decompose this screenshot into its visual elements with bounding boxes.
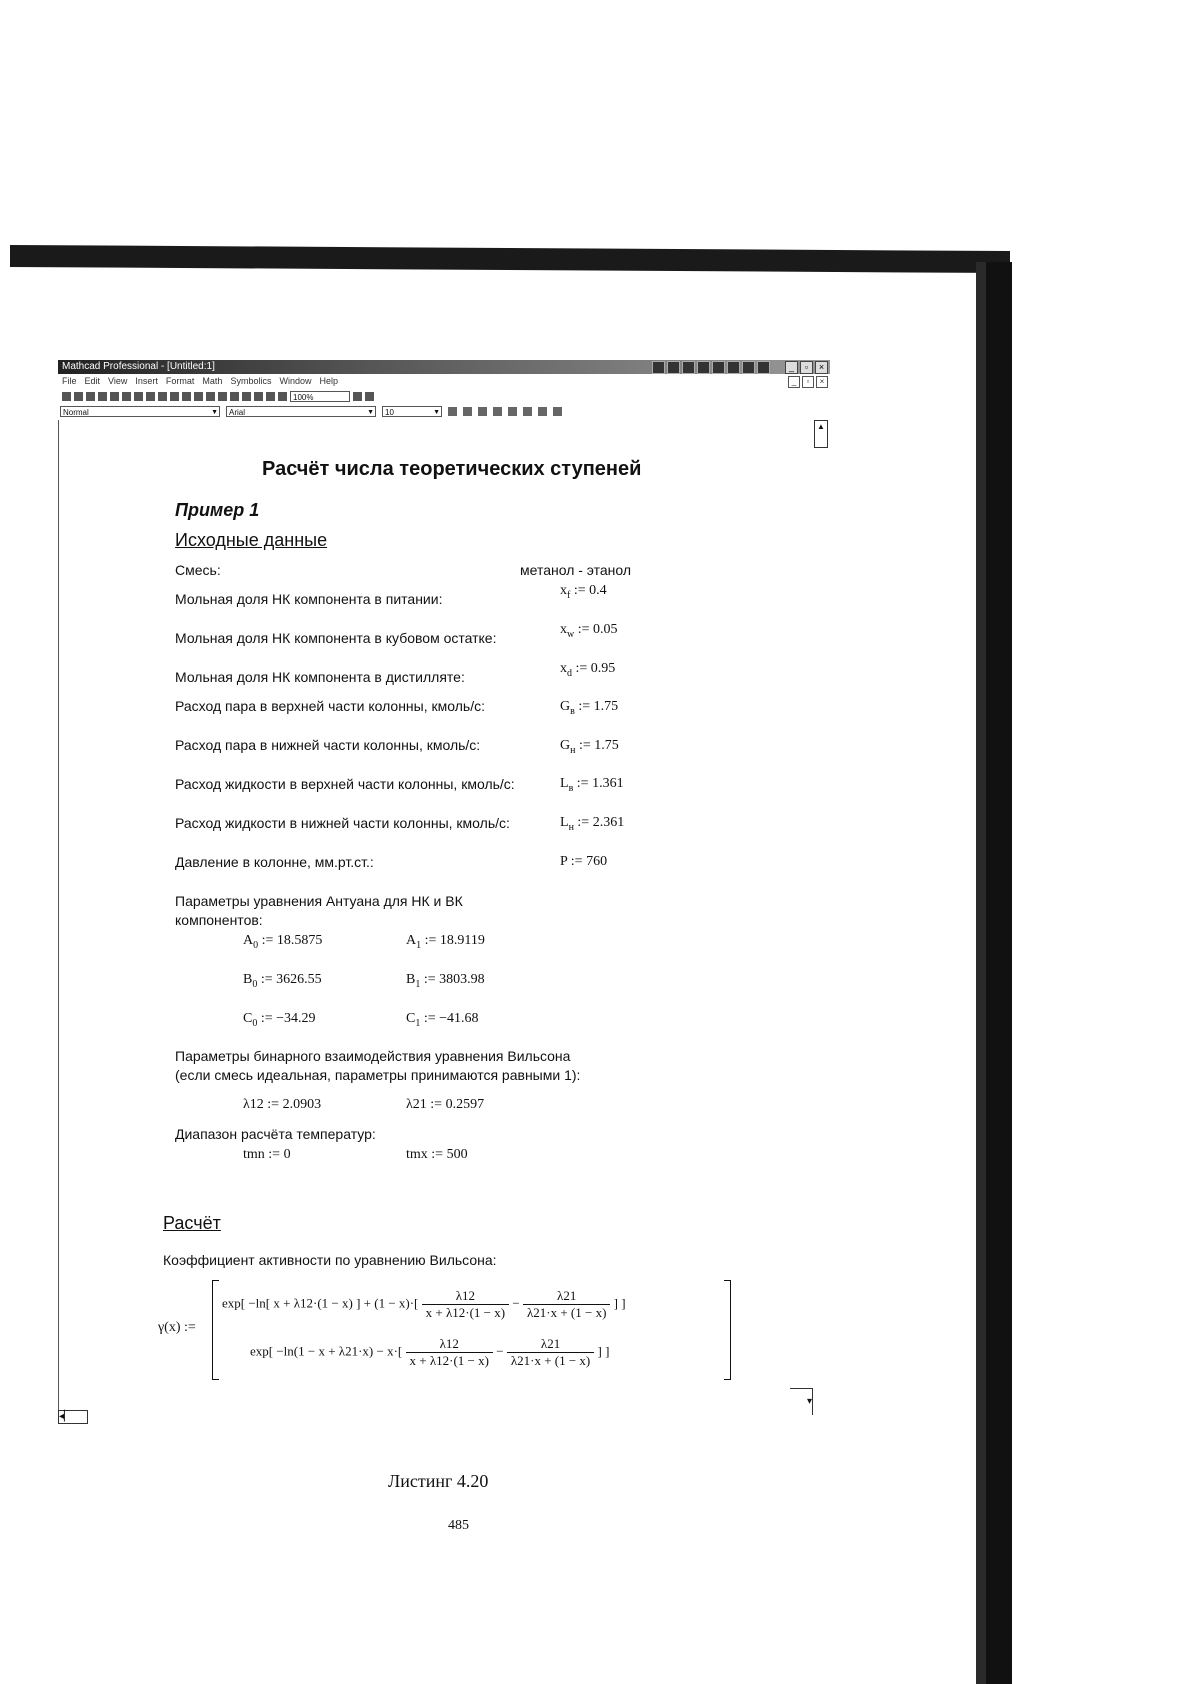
antoine-param: $A_1$ := 18.9119 xyxy=(406,933,485,951)
menu-symbolics[interactable]: Symbolics xyxy=(230,376,272,386)
fraction: $\frac{\lambda 21}{\lambda 21\cdot x + (1 - x)}$ xyxy=(507,1336,594,1369)
align-center-icon[interactable] xyxy=(508,407,517,416)
paste-icon[interactable] xyxy=(158,392,167,401)
insert-unit-icon[interactable] xyxy=(242,392,251,401)
new-icon[interactable] xyxy=(62,392,71,401)
param-label: Давление в колонне, мм.рт.ст.: xyxy=(175,854,374,870)
horizontal-scroll-left[interactable]: ◂▏ xyxy=(58,1410,88,1424)
tmx-value: tmx := 500 xyxy=(406,1147,468,1162)
numbering-icon[interactable] xyxy=(553,407,562,416)
matrix-bracket-left xyxy=(212,1280,219,1380)
document-controls xyxy=(788,376,828,388)
font-size-select[interactable]: 10 ▼ xyxy=(382,406,442,417)
align-icon[interactable] xyxy=(194,392,203,401)
lambda12-value: λ12 := 2.0903 xyxy=(243,1097,322,1112)
antoine-label: Параметры уравнения Антуана для НК и ВК xyxy=(175,893,463,909)
italic-icon[interactable] xyxy=(463,407,472,416)
antoine-param: $B_1$ := 3803.98 xyxy=(406,972,485,990)
insert-function-icon[interactable] xyxy=(230,392,239,401)
gamma-row-1: exp[ −ln[ x + λ12·(1 − x) ] + (1 − x)·[ $\frac{\lambda 12}{x + \lambda 12\cdot(1 - x)}$ − $\frac{\lambda 21}{\lambda 21\cdot x + (1 - x)}$ ] ] xyxy=(222,1288,626,1320)
section-calc-heading: Расчёт xyxy=(163,1213,221,1233)
param-value: $x_d$ := 0.95 xyxy=(560,661,616,679)
window-controls xyxy=(785,360,828,374)
param-value: $L_в$ := 1.361 xyxy=(560,776,624,794)
standard-toolbar xyxy=(58,389,618,403)
param-value: $L_н$ := 2.361 xyxy=(560,815,625,833)
menu-help[interactable]: Help xyxy=(319,376,338,386)
bold-icon[interactable] xyxy=(448,407,457,416)
scroll-up-arrow[interactable]: ▲ xyxy=(814,420,828,448)
menu-math[interactable]: Math xyxy=(202,376,223,386)
param-label: Расход жидкости в нижней части колонны, кмоль/с: xyxy=(175,815,510,831)
font-select[interactable]: Arial ▼ xyxy=(226,406,376,417)
component-icon[interactable] xyxy=(266,392,275,401)
wilson-label-2: (если смесь идеальная, параметры принимаются равными 1): xyxy=(175,1067,581,1083)
matrix-bracket-right xyxy=(724,1280,731,1380)
align-right-icon[interactable] xyxy=(523,407,532,416)
bullets-icon[interactable] xyxy=(538,407,547,416)
scroll-down-arrow[interactable]: ▾ xyxy=(790,1388,813,1415)
toolbar-icon[interactable] xyxy=(697,361,710,374)
page-right-shadow xyxy=(984,262,1012,1684)
preview-icon[interactable] xyxy=(110,392,119,401)
print-icon[interactable] xyxy=(98,392,107,401)
resource-icon[interactable] xyxy=(278,392,287,401)
gamma-function-name: γ(x) := xyxy=(158,1320,196,1335)
align-left-icon[interactable] xyxy=(493,407,502,416)
menu-window[interactable]: Window xyxy=(279,376,312,386)
copy-icon[interactable] xyxy=(146,392,155,401)
lambda21-value: λ21 := 0.2597 xyxy=(406,1097,485,1112)
insert-matrix-icon[interactable] xyxy=(218,392,227,401)
worksheet xyxy=(58,420,831,1420)
style-select[interactable]: Normal ▼ xyxy=(60,406,220,417)
antoine-param: $C_0$ := −34.29 xyxy=(243,1011,316,1029)
titlebar-toolbar-icons xyxy=(652,361,770,374)
antoine-param: $B_0$ := 3626.55 xyxy=(243,972,322,990)
gamma-row-2: exp[ −ln(1 − x + λ21·x) − x·[ $\frac{\lambda 12}{x + \lambda 12\cdot(1 - x)}$ − $\frac{\lambda 21}{\lambda 21\cdot x + (1 - x)}$ ] ] xyxy=(250,1336,610,1368)
page-number: 485 xyxy=(448,1518,469,1533)
zoom-select[interactable]: 100% xyxy=(290,391,350,402)
redo-icon[interactable] xyxy=(182,392,191,401)
open-icon[interactable] xyxy=(74,392,83,401)
toolbar-icon[interactable] xyxy=(682,361,695,374)
doc-close-button[interactable]: × xyxy=(816,376,828,388)
formatting-toolbar xyxy=(58,404,618,418)
param-label: Расход пара в верхней части колонны, кмоль/с: xyxy=(175,698,485,714)
section-input-heading: Исходные данные xyxy=(175,530,328,550)
param-value: $G_в$ := 1.75 xyxy=(560,699,619,717)
param-label: Мольная доля НК компонента в кубовом остатке: xyxy=(175,630,497,646)
menu-file[interactable]: File xyxy=(62,376,77,386)
wilson-label: Параметры бинарного взаимодействия уравнения Вильсона xyxy=(175,1048,571,1064)
param-value: P := 760 xyxy=(560,854,608,869)
mixture-label: Смесь: xyxy=(175,562,221,578)
example-heading: Пример 1 xyxy=(175,500,260,520)
menu-format[interactable]: Format xyxy=(165,376,195,386)
toolbar-icon[interactable] xyxy=(712,361,725,374)
antoine-param: $C_1$ := −41.68 xyxy=(406,1011,479,1029)
menu-insert[interactable]: Insert xyxy=(135,376,158,386)
toolbar-icon[interactable] xyxy=(667,361,680,374)
fraction: $\frac{\lambda 12}{x + \lambda 12\cdot(1 - x)}$ xyxy=(422,1288,509,1321)
param-label: Мольная доля НК компонента в дистилляте: xyxy=(175,669,465,685)
doc-minimize-button[interactable]: _ xyxy=(788,376,800,388)
antoine-label-2: компонентов: xyxy=(175,912,263,928)
spell-icon[interactable] xyxy=(122,392,131,401)
undo-icon[interactable] xyxy=(170,392,179,401)
menu-bar xyxy=(58,375,830,388)
temp-range-label: Диапазон расчёта температур: xyxy=(175,1126,376,1142)
save-icon[interactable] xyxy=(86,392,95,401)
param-label: Мольная доля НК компонента в питании: xyxy=(175,591,443,607)
window-titlebar xyxy=(58,360,830,374)
minimize-button[interactable]: _ xyxy=(785,361,798,374)
toolbar-icon[interactable] xyxy=(757,361,770,374)
tmn-value: tmn := 0 xyxy=(243,1147,291,1162)
page-right-shadow-inner xyxy=(976,262,986,1684)
help-icon[interactable] xyxy=(365,392,374,401)
menu-edit[interactable]: Edit xyxy=(84,376,101,386)
toolbar-icon[interactable] xyxy=(742,361,755,374)
close-button[interactable]: × xyxy=(815,361,828,374)
param-label: Расход пара в нижней части колонны, кмоль/с: xyxy=(175,737,481,753)
antoine-param: $A_0$ := 18.5875 xyxy=(243,933,323,951)
mixture-value: метанол - этанол xyxy=(520,562,632,578)
activity-label: Коэффициент активности по уравнению Вильсона: xyxy=(163,1252,497,1268)
underline-icon[interactable] xyxy=(478,407,487,416)
resources-icon[interactable] xyxy=(353,392,362,401)
page-title: Расчёт числа теоретических ступеней xyxy=(262,458,642,480)
restore-button[interactable]: ▫ xyxy=(800,361,813,374)
fraction: $\frac{\lambda 12}{x + \lambda 12\cdot(1 - x)}$ xyxy=(406,1336,493,1369)
toolbar-icon[interactable] xyxy=(727,361,740,374)
page-top-shadow xyxy=(10,245,1010,273)
insert-graph-icon[interactable] xyxy=(206,392,215,401)
menu-view[interactable]: View xyxy=(108,376,128,386)
toolbar-icon[interactable] xyxy=(652,361,665,374)
listing-caption: Листинг 4.20 xyxy=(388,1471,489,1491)
fraction: $\frac{\lambda 21}{\lambda 21\cdot x + (1 - x)}$ xyxy=(523,1288,610,1321)
doc-restore-button[interactable]: ▫ xyxy=(802,376,814,388)
param-value: $G_н$ := 1.75 xyxy=(560,738,619,756)
param-value: $x_w$ := 0.05 xyxy=(560,622,618,640)
window-title: Mathcad Professional - [Untitled:1] xyxy=(62,361,215,372)
param-label: Расход жидкости в верхней части колонны, кмоль/с: xyxy=(175,776,515,792)
cut-icon[interactable] xyxy=(134,392,143,401)
calculate-icon[interactable] xyxy=(254,392,263,401)
param-value: $x_f$ := 0.4 xyxy=(560,583,607,601)
